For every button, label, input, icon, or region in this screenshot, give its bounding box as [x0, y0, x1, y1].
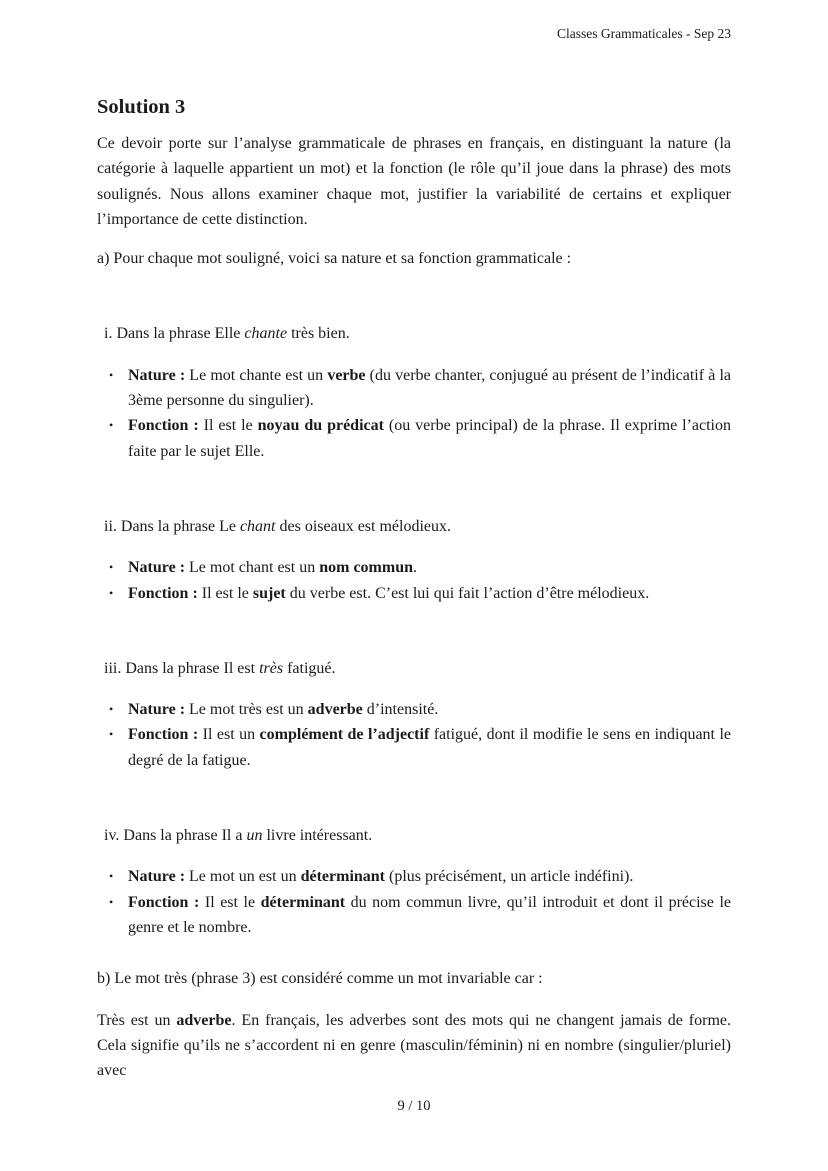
part-b-paragraph: Très est un adverbe. En français, les adverbes sont des mots qui ne changent jamais de forme. Cela signifie qu’ils ne s’accordent ni en genre (masculin/féminin) ni en nombre (singulier/pluriel) avec [97, 1011, 731, 1080]
bullet-nature-i: • Nature : Le mot chante est un verbe (du verbe chanter, conjugué au présent de l’indicatif à la 3ème personne du singulier). [107, 363, 731, 414]
bullet-fonction-iv: • Fonction : Il est le déterminant du nom commun livre, qu’il introduit et dont il précise le genre et le nombre. [107, 890, 731, 941]
grammar-item-iv [97, 823, 731, 940]
bullets-iv [107, 864, 731, 940]
page-number: 9 / 10 [397, 1098, 431, 1114]
bullets-i [107, 363, 731, 464]
grammar-item-iii [97, 656, 731, 773]
phrase-iii: iii. Dans la phrase Il est très fatigué. [104, 659, 336, 677]
page-header [97, 26, 731, 42]
bullets-ii [107, 555, 731, 606]
bullet-nature-iii: • Nature : Le mot très est un adverbe d’intensité. [107, 697, 731, 722]
bullet-nature-ii: • Nature : Le mot chant est un nom commun. [107, 555, 731, 580]
course-header-label: Classes Grammaticales - Sep 23 [557, 26, 731, 41]
part-a-label: a) Pour chaque mot souligné, voici sa nature et sa fonction grammaticale : [97, 250, 572, 268]
phrase-i: i. Dans la phrase Elle chante très bien. [104, 325, 350, 343]
bullet-fonction-ii: • Fonction : Il est le sujet du verbe est. C’est lui qui fait l’action d’être mélodieux. [107, 581, 731, 606]
grammar-item-ii [97, 514, 731, 606]
page-footer [0, 1094, 828, 1119]
part-b-label: b) Le mot très (phrase 3) est considéré comme un mot invariable car : [97, 970, 543, 988]
bullet-fonction-iii: • Fonction : Il est un complément de l’adjectif fatigué, dont il modifie le sens en indiquant le degré de la fatigue. [107, 722, 731, 773]
bullets-iii [107, 697, 731, 773]
phrase-ii: ii. Dans la phrase Le chant des oiseaux est mélodieux. [104, 517, 452, 535]
phrase-iv: iv. Dans la phrase Il a un livre intéressant. [104, 827, 373, 845]
section-title: Solution 3 [97, 96, 186, 118]
intro-paragraph: Ce devoir porte sur l’analyse grammaticale de phrases en français, en distinguant la nature (la catégorie à laquelle appartient un mot) et la fonction (le rôle qu’il joue dans la phrase) des mots soulignés. Nous allons examiner chaque mot, justifier la variabilité de certains et expliquer l’importance de cette distinction. [97, 135, 731, 228]
bullet-nature-iv: • Nature : Le mot un est un déterminant (plus précisément, un article indéfini). [107, 864, 731, 889]
bullet-fonction-i: • Fonction : Il est le noyau du prédicat (ou verbe principal) de la phrase. Il exprime l’action faite par le sujet Elle. [107, 413, 731, 464]
grammar-item-i [97, 321, 731, 463]
